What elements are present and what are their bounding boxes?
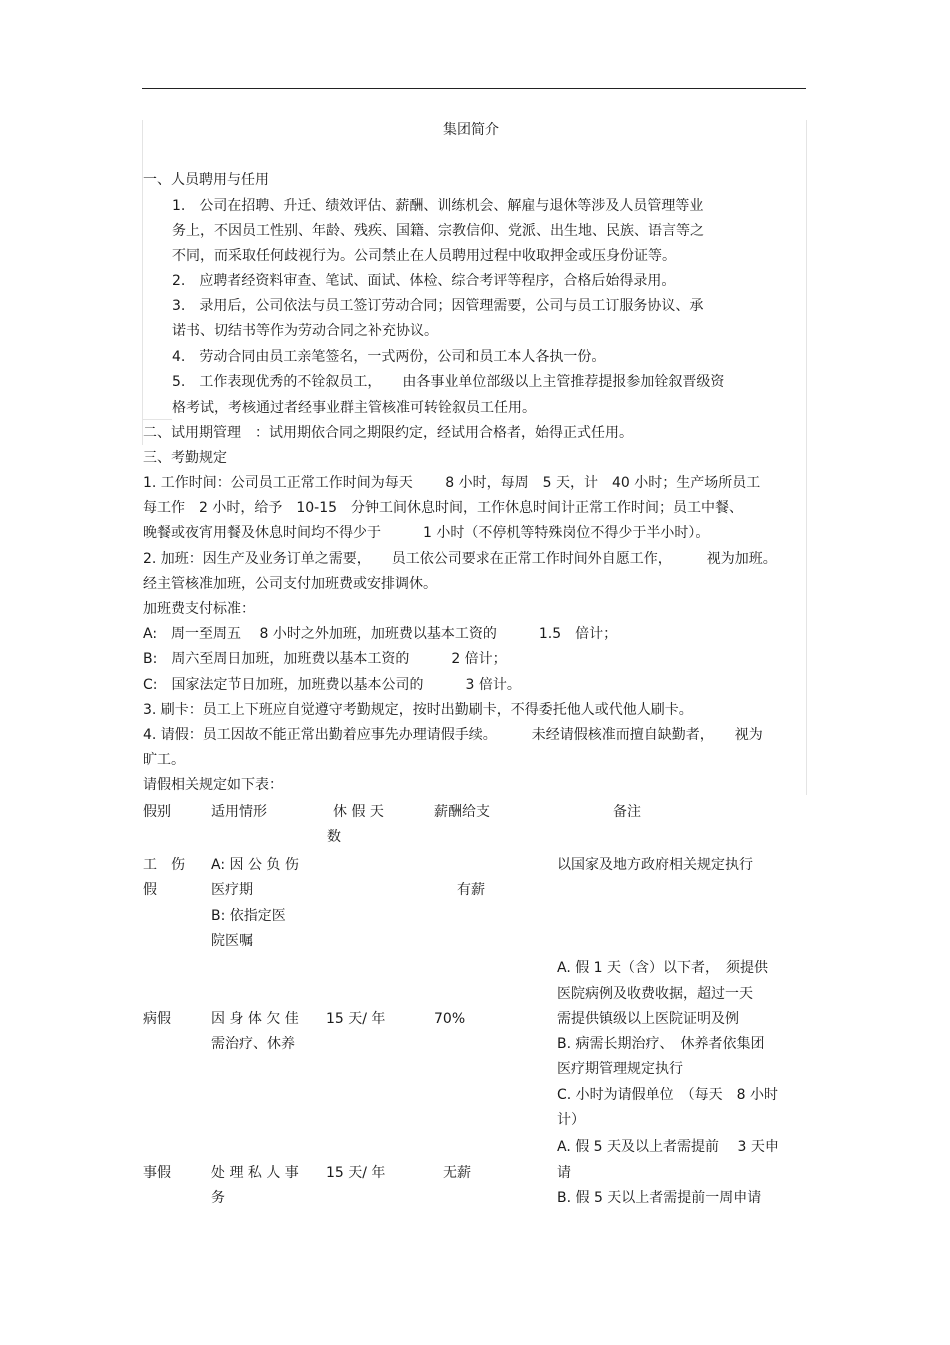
cell-note: B. 病需长期治疗、 休养者依集团 bbox=[557, 1036, 765, 1052]
cell-note: 请 bbox=[557, 1165, 571, 1181]
cell-note: 医院病例及收费收据，超过一天 bbox=[557, 986, 753, 1002]
sec3-line: 晚餐或夜宵用餐及休息时间均不得少于 1 小时（不停机等特殊岗位不得少于半小时）。 bbox=[143, 525, 710, 541]
cell-note: A. 假 5 天及以上者需提前 3 天申 bbox=[557, 1139, 779, 1155]
table-header-note: 备注 bbox=[613, 804, 641, 820]
sec3-line: A: 周一至周五 8 小时之外加班，加班费以基本工资的 1.5 倍计； bbox=[143, 626, 618, 642]
cell-situation: 务 bbox=[211, 1190, 225, 1206]
sec3-line: 2. 加班：因生产及业务订单之需要， 员工依公司要求在正常工作时间外自愿工作， 视为加班。 bbox=[143, 551, 777, 567]
sec1-line: 2. 应聘者经资料审查、笔试、面试、体检、综合考评等程序，合格后始得录用。 bbox=[172, 273, 676, 289]
cell-situation: 处 理 私 人 事 bbox=[211, 1165, 299, 1181]
sec3-line: 请假相关规定如下表： bbox=[143, 777, 283, 793]
sec1-line: 务上，不因员工性别、年龄、残疾、国籍、宗教信仰、党派、出生地、民族、语言等之 bbox=[172, 223, 704, 239]
sec3-line: 4. 请假：员工因故不能正常出勤着应事先办理请假手续。 未经请假核准而擅自缺勤者， 视为 bbox=[143, 727, 763, 743]
cell-situation: B: 依指定医 bbox=[211, 908, 286, 924]
cell-pay: 有薪 bbox=[457, 882, 485, 898]
cell-days: 15 天/ 年 bbox=[326, 1011, 386, 1027]
section-2-text: 二、试用期管理 ：试用期依合同之期限约定，经试用合格者，始得正式任用。 bbox=[143, 425, 633, 441]
cell-note: 医疗期管理规定执行 bbox=[557, 1061, 683, 1077]
cell-note: B. 假 5 天以上者需提前一周申请 bbox=[557, 1190, 762, 1206]
sec3-line: 每工作 2 小时，给予 10-15 分钟工间休息时间，工作休息时间计正常工作时间；员工中餐、 bbox=[143, 500, 744, 516]
cell-situation: 院医嘱 bbox=[211, 933, 253, 949]
page-border-left bbox=[142, 120, 143, 445]
cell-note: A. 假 1 天（含）以下者， 须提供 bbox=[557, 960, 769, 976]
sec3-line: 加班费支付标准： bbox=[143, 601, 255, 617]
cell-type-cont: 假 bbox=[143, 882, 157, 898]
sec1-line: 3. 录用后，公司依法与员工签订劳动合同；因管理需要，公司与员工订服务协议、承 bbox=[172, 298, 704, 314]
table-header-days: 休 假 天 bbox=[333, 804, 384, 820]
sec1-line: 5. 工作表现优秀的不铨叙员工， 由各事业单位部级以上主管推荐提报参加铨叙晋级资 bbox=[172, 374, 725, 390]
cell-type: 病假 bbox=[143, 1011, 171, 1027]
sec1-line: 格考试，考核通过者经事业群主管核准可转铨叙员工任用。 bbox=[172, 400, 536, 416]
cell-note: 需提供镇级以上医院证明及例 bbox=[557, 1011, 739, 1027]
cell-pay: 70% bbox=[434, 1011, 466, 1027]
cell-situation: 需治疗、休养 bbox=[211, 1036, 295, 1052]
cell-situation: 医疗期 bbox=[211, 882, 253, 898]
table-header-pay: 薪酬给支 bbox=[434, 804, 490, 820]
section-1-heading: 一、人员聘用与任用 bbox=[143, 172, 269, 188]
sec3-line: B: 周六至周日加班，加班费以基本工资的 2 倍计； bbox=[143, 651, 507, 667]
table-header-type: 假别 bbox=[143, 804, 171, 820]
table-header-situation: 适用情形 bbox=[211, 804, 267, 820]
cell-note: 计） bbox=[557, 1112, 585, 1128]
cell-note: 以国家及地方政府相关规定执行 bbox=[557, 857, 753, 873]
cell-type: 事假 bbox=[143, 1165, 171, 1181]
sec3-line: 旷工。 bbox=[143, 752, 185, 768]
document-title: 集团简介 bbox=[443, 122, 499, 138]
cell-situation: 因 身 体 欠 佳 bbox=[211, 1011, 299, 1027]
cell-days: 15 天/ 年 bbox=[326, 1165, 386, 1181]
cell-situation: A: 因 公 负 伤 bbox=[211, 857, 299, 873]
cell-type: 工 伤 bbox=[143, 857, 185, 873]
table-header-days-cont: 数 bbox=[327, 829, 341, 845]
cell-note: C. 小时为请假单位 （每天 8 小时 bbox=[557, 1087, 779, 1103]
sec1-line: 不同，而采取任何歧视行为。公司禁止在人员聘用过程中收取押金或压身份证等。 bbox=[172, 248, 676, 264]
cell-pay: 无薪 bbox=[443, 1165, 471, 1181]
page-border-right bbox=[806, 120, 807, 795]
section-3-heading: 三、考勤规定 bbox=[143, 450, 227, 466]
header-rule bbox=[142, 88, 806, 89]
sec3-line: 3. 刷卡：员工上下班应自觉遵守考勤规定，按时出勤刷卡，不得委托他人或代他人刷卡。 bbox=[143, 702, 693, 718]
sec1-line: 1. 公司在招聘、升迁、绩效评估、薪酬、训练机会、解雇与退休等涉及人员管理等业 bbox=[172, 198, 704, 214]
sec3-line: 经主管核准加班，公司支付加班费或安排调休。 bbox=[143, 576, 437, 592]
sec1-line: 诺书、切结书等作为劳动合同之补充协议。 bbox=[172, 323, 438, 339]
divider-line bbox=[142, 419, 172, 420]
sec3-line: C: 国家法定节日加班，加班费以基本公司的 3 倍计。 bbox=[143, 677, 521, 693]
sec1-line: 4. 劳动合同由员工亲笔签名，一式两份，公司和员工本人各执一份。 bbox=[172, 349, 606, 365]
sec3-line: 1. 工作时间：公司员工正常工作时间为每天 8 小时，每周 5 天，计 40 小时；生产场所员工 bbox=[143, 475, 761, 491]
